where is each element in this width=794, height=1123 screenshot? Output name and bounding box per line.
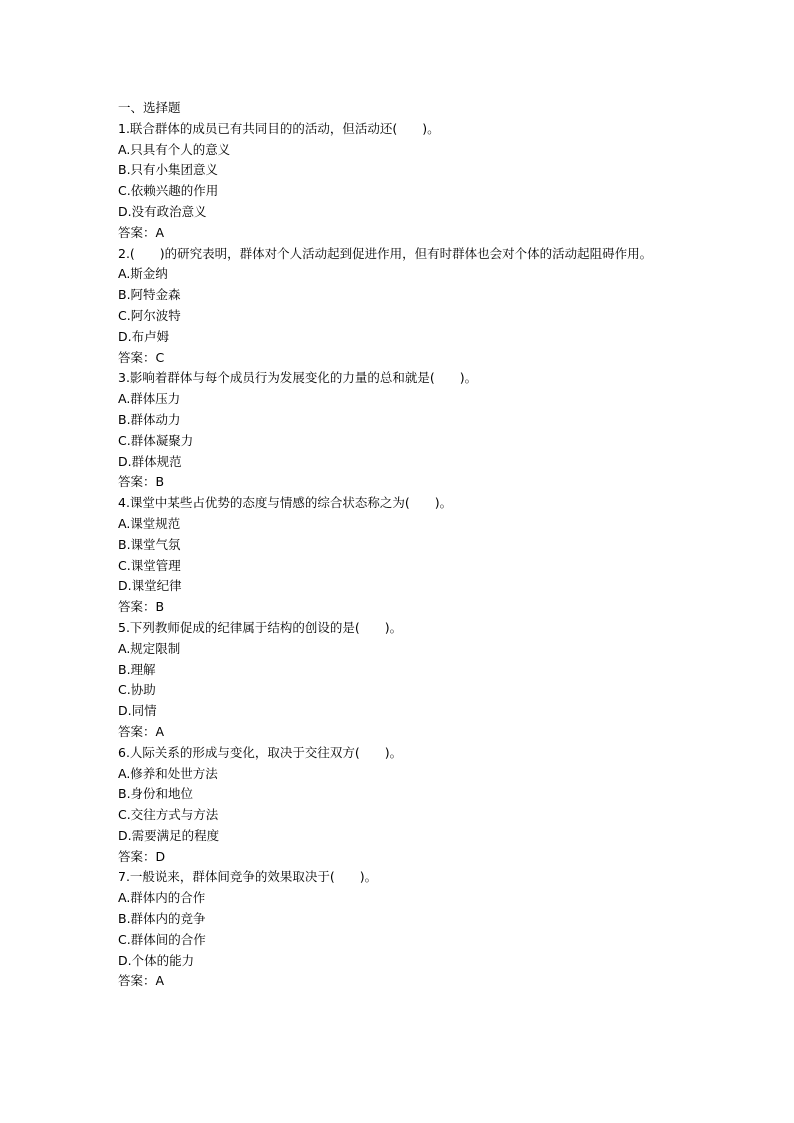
option-d: D.个体的能力 [118,952,195,968]
option-d: D.布卢姆 [118,328,170,344]
question-stem: 4.课堂中某些占优势的态度与情感的综合状态称之为( )。 [118,495,453,511]
option-a: A.修养和处世方法 [118,765,218,781]
option-a: A.群体压力 [118,391,181,407]
answer: 答案：B [118,474,165,490]
option-a: A.斯金纳 [118,266,168,282]
question-4 [118,493,678,618]
option-a: A.规定限制 [118,640,181,656]
option-c: C.群体凝聚力 [118,432,194,448]
question-1 [118,119,678,244]
option-a: A.只具有个人的意义 [118,141,231,157]
question-stem: 6.人际关系的形成与变化，取决于交往双方( )。 [118,744,403,760]
answer: 答案：B [118,599,165,615]
option-b: B.身份和地位 [118,786,194,802]
option-d: D.群体规范 [118,453,182,469]
question-7 [118,867,678,992]
question-stem: 2.( )的研究表明，群体对个人活动起到促进作用，但有时群体也会对个体的活动起阻碍作用。 [118,245,653,261]
question-stem: 7.一般说来，群体间竞争的效果取决于( )。 [118,869,378,885]
option-c: C.依赖兴趣的作用 [118,183,219,199]
option-b: B.群体内的竞争 [118,911,206,927]
option-b: B.课堂气氛 [118,536,181,552]
answer: 答案：A [118,723,165,739]
option-c: C.阿尔波特 [118,307,181,323]
option-b: B.理解 [118,661,156,677]
option-c: C.课堂管理 [118,557,181,573]
question-stem: 5.下列教师促成的纪律属于结构的创设的是( )。 [118,619,403,635]
option-d: D.同情 [118,703,157,719]
question-6 [118,743,678,868]
question-2 [118,244,678,369]
option-d: D.需要满足的程度 [118,827,220,843]
option-b: B.只有小集团意义 [118,162,219,178]
option-c: C.群体间的合作 [118,931,206,947]
question-stem: 3.影响着群体与每个成员行为发展变化的力量的总和就是( )。 [118,370,478,386]
section-title: 一、选择题 [118,100,181,115]
question-3 [118,368,678,493]
option-c: C.协助 [118,682,156,698]
question-5 [118,618,678,743]
answer: 答案：A [118,224,165,240]
option-c: C.交往方式与方法 [118,807,219,823]
option-b: B.阿特金森 [118,287,181,303]
answer: 答案：D [118,848,166,864]
answer: 答案：A [118,973,165,989]
option-b: B.群体动力 [118,411,181,427]
document-body [118,98,678,992]
answer: 答案：C [118,349,165,365]
option-d: D.没有政治意义 [118,203,207,219]
option-d: D.课堂纪律 [118,578,182,594]
question-stem: 1.联合群体的成员已有共同目的的活动，但活动还( )。 [118,120,440,136]
option-a: A.群体内的合作 [118,890,206,906]
option-a: A.课堂规范 [118,515,181,531]
